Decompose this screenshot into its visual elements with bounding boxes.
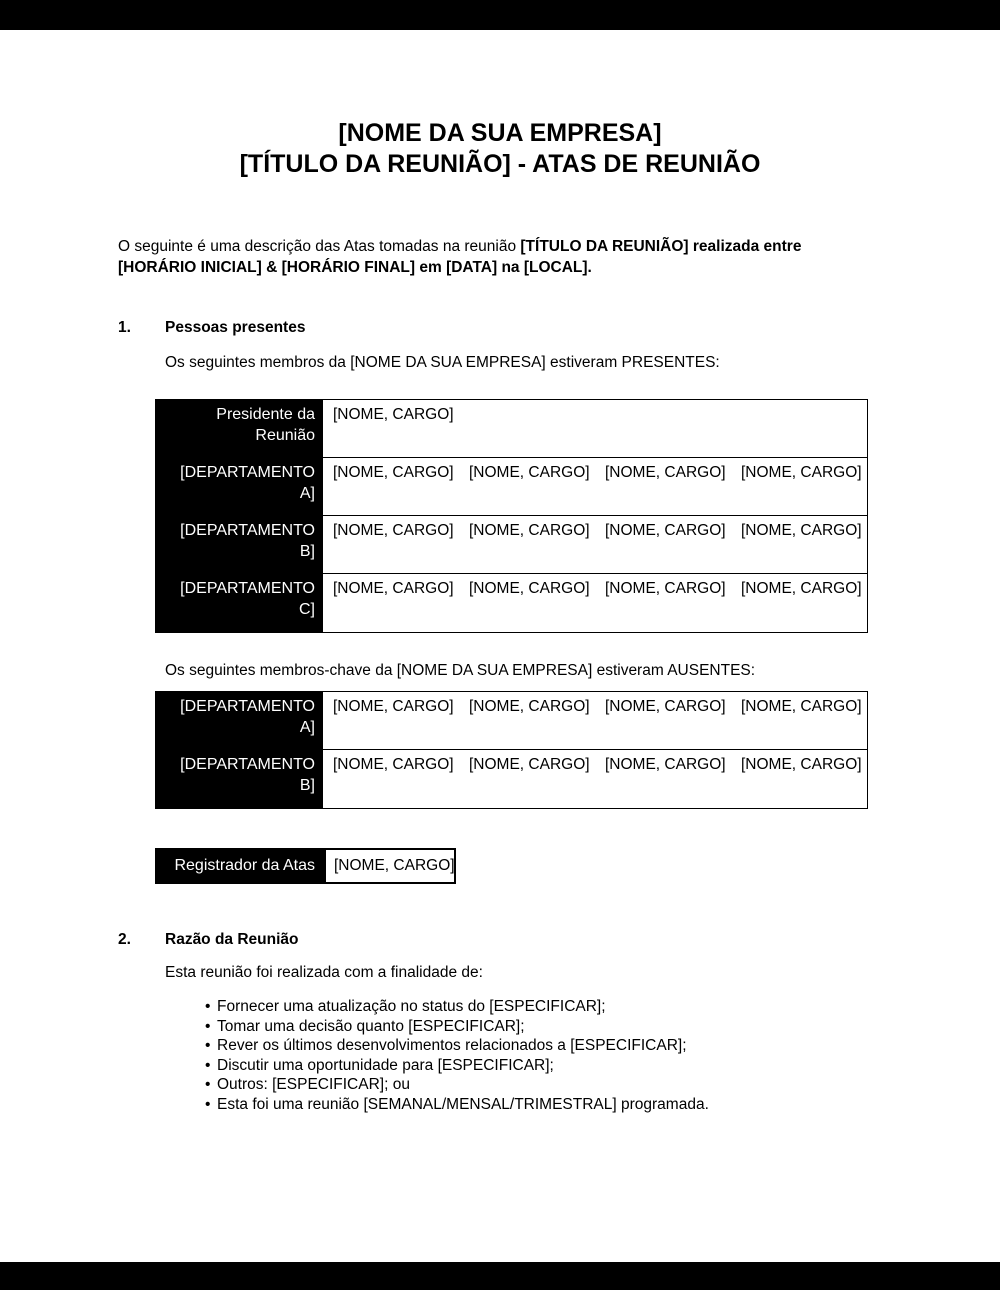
row-header-department-a: [DEPARTAMENTO A] <box>156 692 323 749</box>
table-row <box>156 750 867 808</box>
absentee-cell: [NOME, CARGO] <box>741 756 862 773</box>
row-header-department-b: [DEPARTAMENTO B] <box>156 516 323 573</box>
attendee-cell: [NOME, CARGO] <box>333 406 454 423</box>
section-1-heading <box>0 318 1000 338</box>
attendee-cell: [NOME, CARGO] <box>469 464 590 481</box>
meeting-purpose-list <box>205 997 1000 1114</box>
list-item-text: Fornecer uma atualização no status do [ESPECIFICAR]; <box>217 998 606 1015</box>
row-cells <box>323 574 867 632</box>
company-name-title: [NOME DA SUA EMPRESA] <box>338 119 662 147</box>
row-cells <box>323 516 867 573</box>
document-title <box>0 118 1000 180</box>
section-1-number: 1. <box>118 319 131 336</box>
section-2-heading <box>0 930 1000 950</box>
bullet-icon: • <box>205 1056 211 1074</box>
intro-paragraph <box>118 236 854 278</box>
absentee-cell: [NOME, CARGO] <box>469 756 590 773</box>
bullet-icon: • <box>205 998 211 1015</box>
row-cells <box>323 750 867 808</box>
intro-text-normal: O seguinte é uma descrição das Atas tomadas na reunião <box>118 238 521 255</box>
list-item <box>205 1017 1000 1037</box>
list-item <box>205 997 1000 1017</box>
row-header-chairperson: Presidente da Reunião <box>156 400 323 457</box>
list-item-text: Discutir uma oportunidade para [ESPECIFICAR]; <box>217 1056 554 1074</box>
attendee-cell: [NOME, CARGO] <box>741 580 862 597</box>
section-2-number: 2. <box>118 931 131 948</box>
bullet-icon: • <box>205 1037 211 1054</box>
absentee-cell: [NOME, CARGO] <box>605 698 726 715</box>
table-row <box>156 692 867 750</box>
bottom-border-bar <box>0 1262 1000 1290</box>
meeting-purpose-intro: Esta reunião foi realizada com a finalidade de: <box>165 964 483 981</box>
table-row <box>156 574 867 632</box>
table-row <box>156 516 867 574</box>
attendee-cell: [NOME, CARGO] <box>605 580 726 597</box>
table-row <box>156 400 867 458</box>
absentee-cell: [NOME, CARGO] <box>741 698 862 715</box>
section-2-title: Razão da Reunião <box>165 931 299 948</box>
row-header-department-b: [DEPARTAMENTO B] <box>156 750 323 808</box>
absentee-cell: [NOME, CARGO] <box>469 698 590 715</box>
attendee-cell: [NOME, CARGO] <box>333 464 454 481</box>
absentee-cell: [NOME, CARGO] <box>605 756 726 773</box>
row-header-department-a: [DEPARTAMENTO A] <box>156 458 323 515</box>
list-item-text: Outros: [ESPECIFICAR]; ou <box>217 1076 410 1093</box>
attendee-cell: [NOME, CARGO] <box>605 522 726 539</box>
list-item-text: Tomar uma decisão quanto [ESPECIFICAR]; <box>217 1017 525 1035</box>
attendee-cell: [NOME, CARGO] <box>469 580 590 597</box>
recorder-value: [NOME, CARGO] <box>324 848 456 884</box>
attendee-cell: [NOME, CARGO] <box>605 464 726 481</box>
table-row <box>156 458 867 516</box>
list-item <box>205 1036 1000 1056</box>
present-members-intro: Os seguintes membros da [NOME DA SUA EMPRESA] estiveram PRESENTES: <box>165 354 720 371</box>
row-cells <box>323 400 867 457</box>
absent-members-intro: Os seguintes membros-chave da [NOME DA SUA EMPRESA] estiveram AUSENTES: <box>165 662 756 679</box>
list-item-text: Rever os últimos desenvolvimentos relacionados a [ESPECIFICAR]; <box>217 1037 687 1054</box>
attendee-cell: [NOME, CARGO] <box>333 522 454 539</box>
bullet-icon: • <box>205 1095 211 1113</box>
list-item <box>205 1095 1000 1115</box>
attendee-cell: [NOME, CARGO] <box>741 464 862 481</box>
bullet-icon: • <box>205 1017 211 1035</box>
present-members-table <box>155 399 868 633</box>
absentee-cell: [NOME, CARGO] <box>333 698 454 715</box>
row-cells <box>323 458 867 515</box>
attendee-cell: [NOME, CARGO] <box>741 522 862 539</box>
attendee-cell: [NOME, CARGO] <box>333 580 454 597</box>
recorder-label: Registrador da Atas <box>155 848 324 884</box>
list-item-text: Esta foi uma reunião [SEMANAL/MENSAL/TRIMESTRAL] programada. <box>217 1095 709 1113</box>
top-border-bar <box>0 0 1000 30</box>
attendee-cell: [NOME, CARGO] <box>469 522 590 539</box>
section-1-title: Pessoas presentes <box>165 319 306 336</box>
bullet-icon: • <box>205 1076 211 1093</box>
intro-text-bold: [TÍTULO DA REUNIÃO] realizada entre [HORÁRIO INICIAL] & [HORÁRIO FINAL] em [DATA] na [LOCAL]. <box>118 238 802 276</box>
row-header-department-c: [DEPARTAMENTO C] <box>156 574 323 632</box>
absent-members-table <box>155 691 868 809</box>
meeting-minutes-title: [TÍTULO DA REUNIÃO] - ATAS DE REUNIÃO <box>239 150 761 178</box>
list-item <box>205 1056 1000 1076</box>
list-item <box>205 1075 1000 1095</box>
minutes-recorder-row <box>155 848 1000 884</box>
absentee-cell: [NOME, CARGO] <box>333 756 454 773</box>
row-cells <box>323 692 867 749</box>
